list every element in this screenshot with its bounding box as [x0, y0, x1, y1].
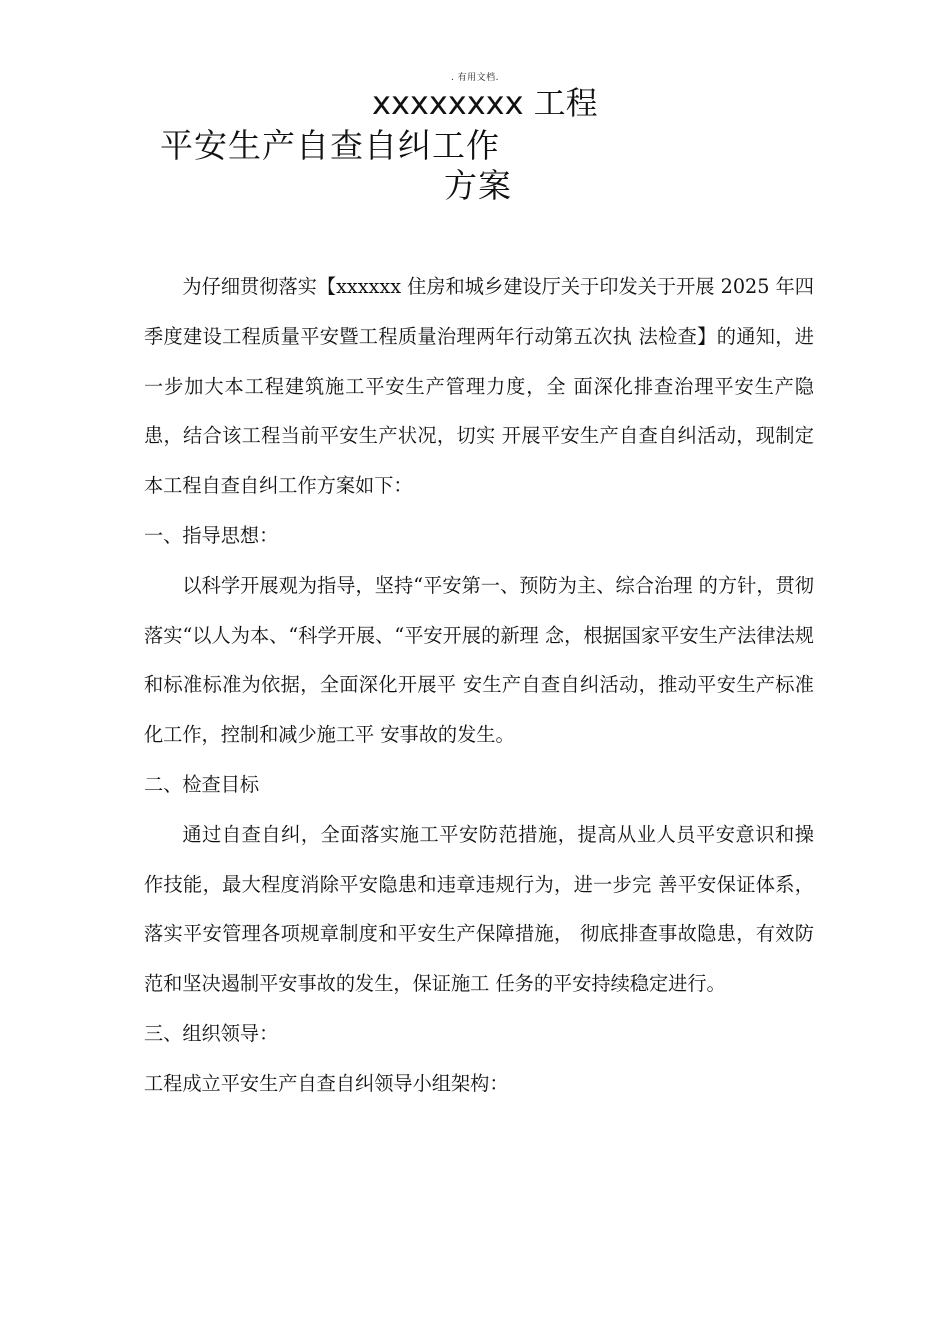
header-note: . 有用文档.	[450, 73, 500, 83]
title-main: 平安生产自查自纠工作	[160, 126, 500, 165]
title-project-name: xxxxxxxx 工程	[372, 84, 598, 122]
intro-paragraph: 为仔细贯彻落实【xxxxxx 住房和城乡建设厅关于印发关于开展 2025 年四季度建设工程质量平安暨工程质量治理两年行动第五次执 法检查】的通知，进一步加大本工程建筑施工平安生产管理力度，全 面深化排查治理平安生产隐患，结合该工程当前平安生产状况，切实 开展平安生产自查自纠活动，现制定本工程自查自纠工作方案如下：	[144, 275, 814, 498]
organization-paragraph: 工程成立平安生产自查自纠领导小组架构：	[144, 1071, 509, 1095]
section-heading-inspection-goal: 二、检查目标	[144, 772, 260, 796]
document-body	[144, 262, 814, 1109]
inspection-goal-paragraph: 通过自查自纠，全面落实施工平安防范措施，提高从业人员平安意识和操作技能，最大程度消除平安隐患和违章违规行为，进一步完 善平安保证体系，落实平安管理各项规章制度和平安生产保障措施， 彻底排查事故隐患，有效防范和坚决遏制平安事故的发生，保证施工 任务的平安持续稳定进行。	[144, 822, 814, 996]
title-suffix: 方案	[444, 166, 512, 205]
section-heading-guiding-ideology: 一、指导思想：	[144, 523, 279, 547]
guiding-ideology-paragraph: 以科学开展观为指导，坚持“平安第一、预防为主、综合治理 的方针，贯彻落实“以人为本、“科学开展、“平安开展的新理 念，根据国家平安生产法律法规和标准标准为依据，全面深化开展平 安生产自查自纠活动，推动平安生产标准化工作，控制和减少施工平 安事故的发生。	[144, 573, 814, 747]
section-heading-organization: 三、组织领导：	[144, 1021, 279, 1045]
